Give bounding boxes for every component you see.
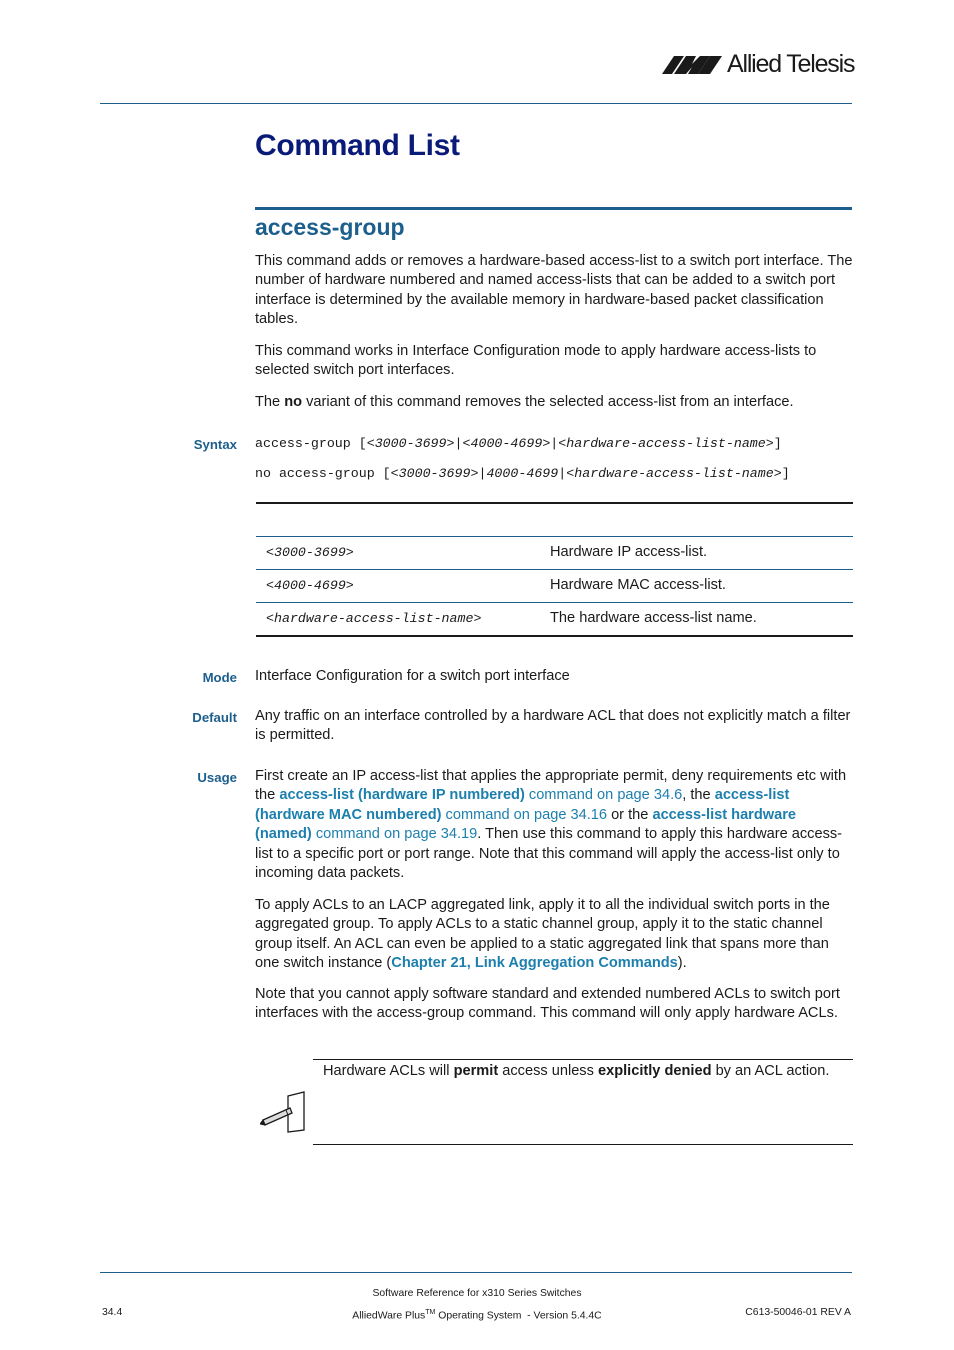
note-pencil-icon bbox=[260, 1090, 308, 1134]
usage-paragraph-3: Note that you cannot apply software standard and extended numbered ACLs to switch port interfaces with the access-group command. This command will only apply hardware ACLs. bbox=[255, 986, 840, 1022]
footer-title: Software Reference for x310 Series Switches bbox=[372, 1288, 582, 1299]
mode-text: Interface Configuration for a switch port interface bbox=[255, 668, 570, 684]
table-row bbox=[256, 537, 853, 570]
table-row bbox=[256, 603, 853, 637]
param-name: <4000-4699> bbox=[256, 570, 540, 603]
usage-label: Usage bbox=[197, 770, 237, 785]
param-name: <hardware-access-list-name> bbox=[256, 603, 540, 637]
intro-paragraph-2: This command works in Interface Configuration mode to apply hardware access-lists to selected switch port interfaces. bbox=[255, 343, 817, 379]
usage-paragraph-2: To apply ACLs to an LACP aggregated link, apply it to all the individual switch ports in the aggregated group. To apply ACLs to a static channel group, apply it to the static channel group itself. An ACL can even be applied to a static aggregated link that spans more than one switch instance (Chapter 21, Link Aggregation Commands). bbox=[255, 897, 830, 972]
logo-wordmark: Allied Telesis bbox=[727, 50, 855, 78]
param-description: Hardware MAC access-list. bbox=[540, 570, 853, 603]
intro-paragraph-3: The no variant of this command removes the selected access-list from an interface. bbox=[255, 394, 794, 410]
header-rule bbox=[100, 103, 852, 104]
syntax-label: Syntax bbox=[193, 437, 237, 452]
parameter-table bbox=[256, 502, 853, 637]
mode-label: Mode bbox=[202, 670, 237, 685]
page-title: Command List bbox=[255, 129, 460, 162]
note-bottom-rule bbox=[313, 1144, 853, 1145]
default-label: Default bbox=[192, 710, 237, 725]
param-name: <3000-3699> bbox=[256, 537, 540, 570]
note-top-rule bbox=[313, 1059, 853, 1060]
param-description: Hardware IP access-list. bbox=[540, 537, 853, 570]
section-rule bbox=[255, 207, 852, 210]
link-page-34-19[interactable]: command on page 34.19 bbox=[311, 826, 478, 843]
footer-doc-id: C613-50046-01 REV A bbox=[745, 1307, 851, 1318]
syntax-line-1: access-group [<3000-3699>|<4000-4699>|<hardware-access-list-name>] bbox=[255, 436, 782, 451]
footer-version: AlliedWare Plus™ Operating System - Version 5.4.4C bbox=[352, 1309, 602, 1322]
usage-paragraph-1: First create an IP access-list that applies the appropriate permit, deny requirements etc with the access-list (hardware IP numbered) command on page 34.6, the access-list (hardware MAC numbered) command on page 34.16 or the access-list hardware (named) command on page 34.19. Then use this command to apply this hardware access-list to a specific port or port range. Note that this command will apply the access-list only to incoming data packets. bbox=[255, 768, 847, 882]
link-access-list-hardware-named[interactable]: access-list hardware (named) bbox=[255, 806, 797, 843]
table-row bbox=[256, 570, 853, 603]
param-description: The hardware access-list name. bbox=[540, 603, 853, 637]
footer-page-number: 34.4 bbox=[102, 1307, 123, 1318]
footer-rule bbox=[100, 1272, 852, 1273]
section-title: access-group bbox=[255, 214, 405, 240]
link-access-list-hardware-ip-numbered[interactable]: access-list (hardware IP numbered) bbox=[279, 787, 525, 804]
intro-paragraph-1: This command adds or removes a hardware-based access-list to a switch port interface. The number of hardware numbered and named access-lists that can be added to a switch port interface is determined by the available memory in hardware-based packet classification tables. bbox=[255, 253, 853, 328]
link-access-list-hardware-mac-numbered[interactable]: access-list (hardware MAC numbered) bbox=[255, 787, 790, 823]
syntax-line-2: no access-group [<3000-3699>|4000-4699|<hardware-access-list-name>] bbox=[255, 466, 790, 481]
link-page-34-16[interactable]: command on page 34.16 bbox=[441, 806, 608, 823]
default-text: Any traffic on an interface controlled by a hardware ACL that does not explicitly match a filter is permitted. bbox=[255, 708, 851, 744]
table-header-row bbox=[256, 503, 853, 537]
link-chapter-21[interactable]: Chapter 21, Link Aggregation Commands bbox=[391, 955, 678, 972]
link-page-34-6[interactable]: command on page 34.6 bbox=[524, 787, 683, 804]
note-text: Hardware ACLs will permit access unless explicitly denied by an ACL action. bbox=[323, 1063, 830, 1079]
